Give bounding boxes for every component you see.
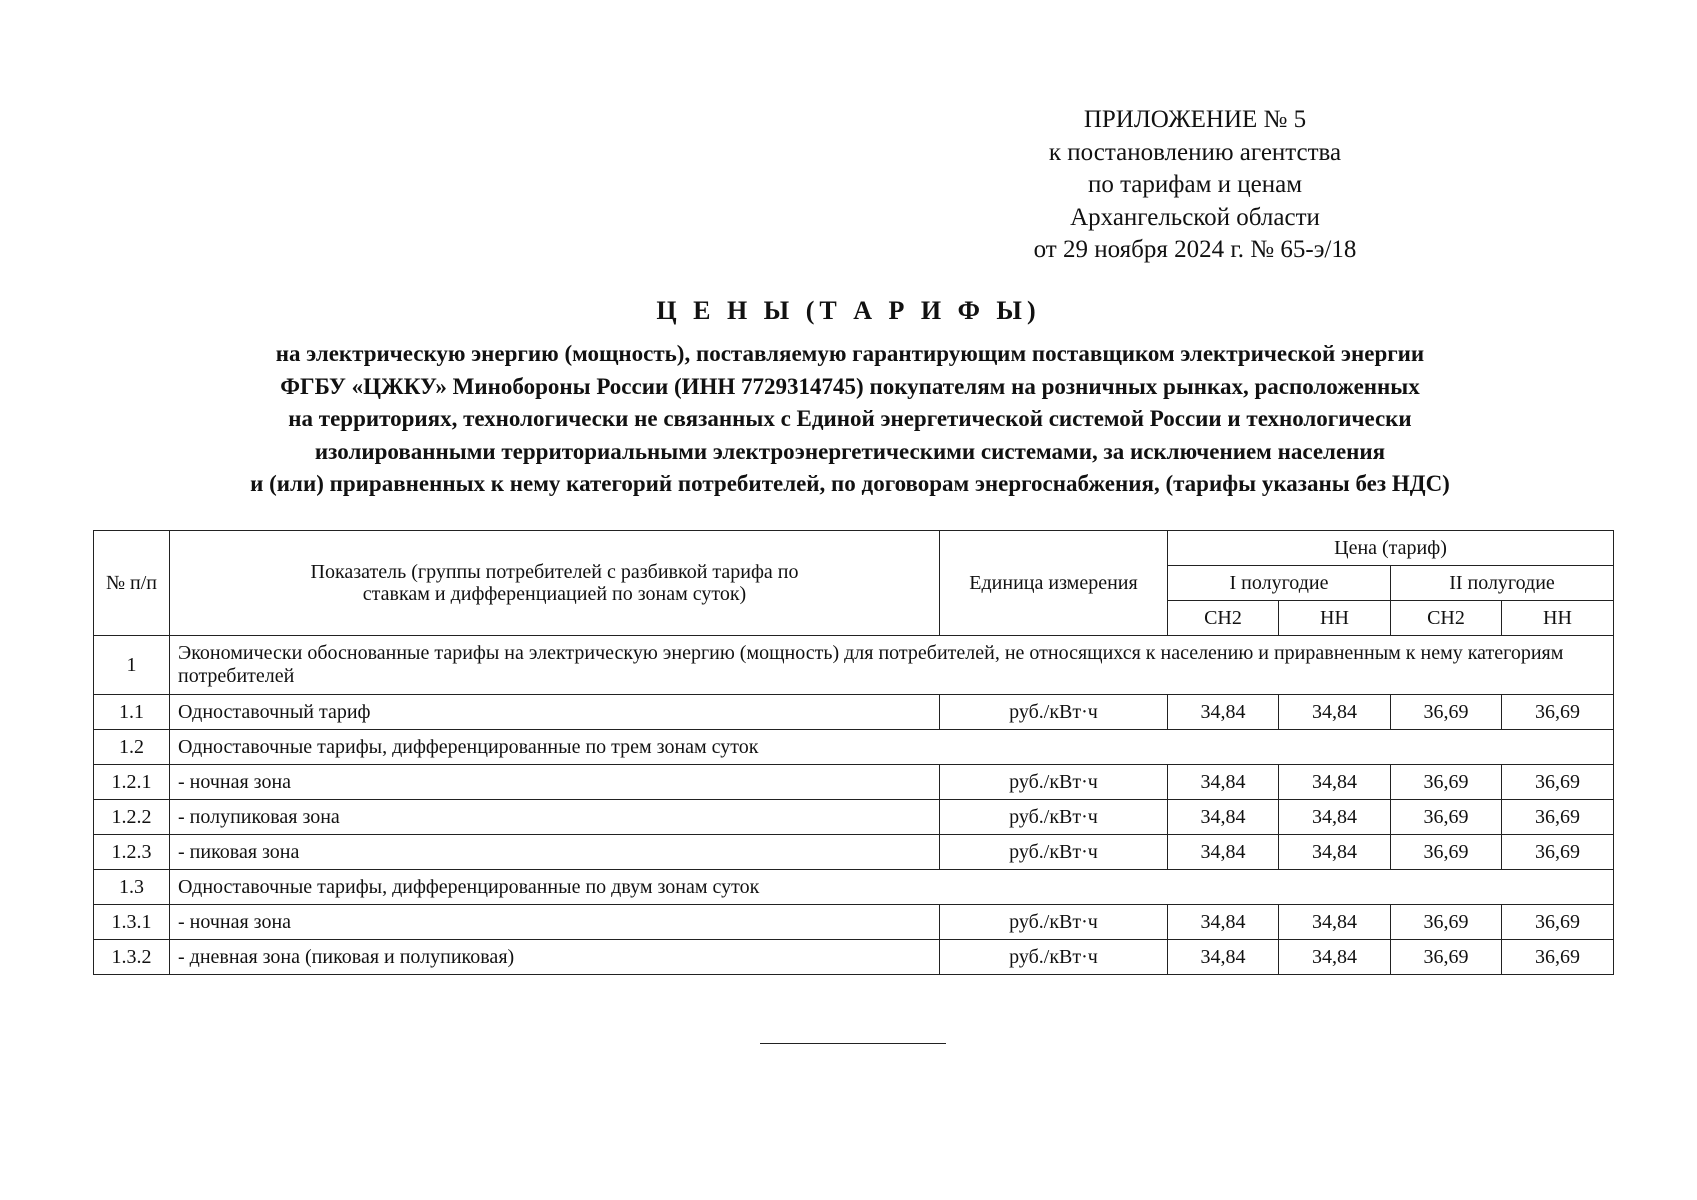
row-value: 36,69 [1391,835,1502,870]
row-value: 36,69 [1502,940,1614,975]
tariff-table [93,530,1614,975]
header-indicator: Показатель (группы потребителей с разбивкой тарифа по ставкам и дифференциацией по зонам суток) [170,531,940,636]
row-value: 34,84 [1279,800,1391,835]
row-label: - дневная зона (пиковая и полупиковая) [170,940,940,975]
row-value: 34,84 [1168,765,1279,800]
header-sn2: СН2 [1391,601,1502,636]
header-num: № п/п [94,531,170,636]
table-row [94,695,1614,730]
row-value: 36,69 [1391,905,1502,940]
section-row [94,636,1614,695]
row-num: 1.2.1 [94,765,170,800]
appendix-block [960,104,1430,267]
table-row [94,765,1614,800]
row-value: 34,84 [1279,905,1391,940]
row-unit: руб./кВт·ч [940,765,1168,800]
row-num: 1.3.1 [94,905,170,940]
row-value: 36,69 [1502,835,1614,870]
row-num: 1.3.2 [94,940,170,975]
row-num: 1.2 [94,730,170,765]
row-value: 34,84 [1168,835,1279,870]
subtitle-line: и (или) приравненных к нему категорий потребителей, по договорам энергоснабжения, (тарифы указаны без НДС) [250,471,1450,496]
row-num: 1 [94,636,170,695]
header-unit: Единица измерения [940,531,1168,636]
row-label: - ночная зона [170,765,940,800]
row-unit: руб./кВт·ч [940,695,1168,730]
header-half2: II полугодие [1391,566,1614,601]
row-value: 36,69 [1502,800,1614,835]
subtitle-line: изолированными территориальными электроэнергетическими системами, за исключением населения [314,438,1386,464]
row-value: 34,84 [1279,765,1391,800]
table-row [94,835,1614,870]
document-title: Ц Е Н Ы (Т А Р И Ф Ы) [656,296,1041,325]
row-value: 34,84 [1279,835,1391,870]
row-label: Одноставочный тариф [170,695,940,730]
appendix-line: по тарифам и ценам [1087,171,1303,198]
row-unit: руб./кВт·ч [940,800,1168,835]
subtitle-line: ФГБУ «ЦЖКУ» Минобороны России (ИНН 7729314745) покупателям на розничных рынках, расположенных [280,373,1420,399]
row-label: Одноставочные тарифы, дифференцированные по двум зонам суток [170,870,1614,905]
row-value: 36,69 [1502,905,1614,940]
section-row [94,730,1614,765]
row-unit: руб./кВт·ч [940,905,1168,940]
row-num: 1.2.3 [94,835,170,870]
header-nn: НН [1502,601,1614,636]
appendix-line: к постановлению агентства [1048,138,1342,166]
row-value: 34,84 [1279,695,1391,730]
row-value: 34,84 [1168,695,1279,730]
row-label: - пиковая зона [170,835,940,870]
header-sn2: СН2 [1168,601,1279,636]
table-row [94,905,1614,940]
table-row [94,940,1614,975]
header-row [94,531,1614,566]
row-value: 34,84 [1168,905,1279,940]
row-value: 34,84 [1279,940,1391,975]
row-value: 36,69 [1502,765,1614,800]
appendix-date: от 29 ноября 2024 г. № 65-э/18 [1033,236,1357,263]
closing-rule [760,1043,946,1044]
row-num: 1.3 [94,870,170,905]
row-value: 36,69 [1391,800,1502,835]
row-value: 36,69 [1391,765,1502,800]
subtitle-line: на электрическую энергию (мощность), поставляемую гарантирующим поставщиком электрической энергии [275,341,1425,366]
row-value: 34,84 [1168,940,1279,975]
appendix-line: Архангельской области [1070,203,1320,231]
row-value: 36,69 [1391,695,1502,730]
row-label: - ночная зона [170,905,940,940]
row-label: Одноставочные тарифы, дифференцированные по трем зонам суток [170,730,1614,765]
subtitle-line: на территориях, технологически не связанных с Единой энергетической системой России и технологически [288,406,1412,431]
row-label: Экономически обоснованные тарифы на электрическую энергию (мощность) для потребителей, не относящихся к населению и приравненным к нему категориям потребителей [170,636,1614,695]
row-unit: руб./кВт·ч [940,835,1168,870]
table-row [94,800,1614,835]
row-value: 36,69 [1502,695,1614,730]
row-unit: руб./кВт·ч [940,940,1168,975]
section-row [94,870,1614,905]
row-num: 1.2.2 [94,800,170,835]
row-num: 1.1 [94,695,170,730]
header-price: Цена (тариф) [1168,531,1614,566]
row-value: 34,84 [1168,800,1279,835]
appendix-number: ПРИЛОЖЕНИЕ № 5 [1083,106,1307,133]
header-half1: I полугодие [1168,566,1391,601]
row-value: 36,69 [1391,940,1502,975]
document-subtitle [80,338,1620,501]
header-nn: НН [1279,601,1391,636]
row-label: - полупиковая зона [170,800,940,835]
